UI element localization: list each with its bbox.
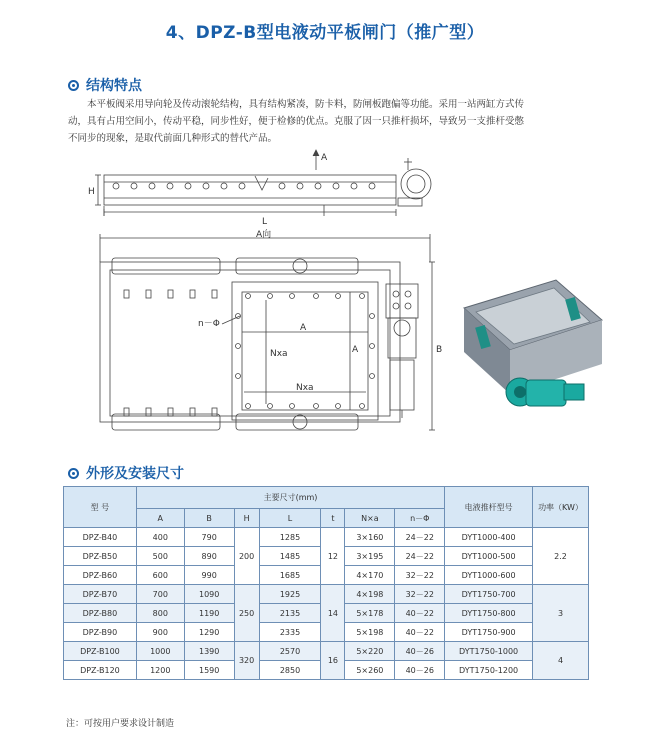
header-col-a: A [136, 509, 184, 528]
dim-label-h: H [88, 187, 95, 197]
cell-nxa: 3×160 [345, 528, 395, 547]
table-row [64, 642, 589, 661]
actuator-station [386, 284, 418, 318]
header-col-n-phi: n－Φ [395, 509, 445, 528]
spec-table [63, 486, 589, 680]
cell-power: 4 [533, 642, 589, 680]
header-power: 功率（KW） [533, 487, 589, 528]
cell-a: 600 [136, 566, 184, 585]
cell-a: 1200 [136, 661, 184, 680]
header-col-h: H [234, 509, 259, 528]
cell-nxa: 5×198 [345, 623, 395, 642]
cell-l: 2135 [259, 604, 321, 623]
section-heading-label: 外形及安装尺寸 [86, 466, 184, 482]
cell-b: 790 [184, 528, 234, 547]
cell-model: DPZ-B100 [64, 642, 137, 661]
cell-t: 12 [321, 528, 345, 585]
cell-b: 1090 [184, 585, 234, 604]
cell-b: 1290 [184, 623, 234, 642]
cell-l: 1485 [259, 547, 321, 566]
features-line: 本平板阀采用导向轮及传动滚轮结构，具有结构紧凑，防卡料，防闸板跑偏等功能。采用一站两缸方式传 [87, 99, 525, 110]
cell-b: 1190 [184, 604, 234, 623]
cell-actuator: DYT1000-600 [445, 566, 533, 585]
cell-l: 2850 [259, 661, 321, 680]
cell-b: 890 [184, 547, 234, 566]
header-actuator: 电液推杆型号 [445, 487, 533, 528]
cell-nxa: 3×195 [345, 547, 395, 566]
dim-label-nxa-bottom: Nxa [296, 383, 314, 393]
page-title: 4、DPZ-B型电液动平板闸门（推广型） [165, 23, 485, 43]
section-heading-label: 结构特点 [86, 78, 142, 94]
table-row [64, 585, 589, 604]
cell-n-phi: 40－26 [395, 661, 445, 680]
plan-view-frame [100, 262, 400, 422]
cell-n-phi: 32－22 [395, 566, 445, 585]
features-line: 不同步的现象，是取代前面几种形式的替代产品。 [68, 133, 278, 144]
header-col-b: B [184, 509, 234, 528]
cell-actuator: DYT1000-400 [445, 528, 533, 547]
view-label: A向 [256, 230, 272, 240]
cell-t: 16 [321, 642, 345, 680]
cell-actuator: DYT1750-1200 [445, 661, 533, 680]
dim-label-a-top: A [300, 323, 307, 333]
cell-model: DPZ-B60 [64, 566, 137, 585]
cell-l: 1285 [259, 528, 321, 547]
cell-l: 1925 [259, 585, 321, 604]
cell-n-phi: 40－26 [395, 642, 445, 661]
product-photo [456, 268, 606, 438]
cell-n-phi: 40－22 [395, 604, 445, 623]
cell-power: 2.2 [533, 528, 589, 585]
cell-a: 900 [136, 623, 184, 642]
drive-wheel [401, 169, 431, 199]
cell-a: 800 [136, 604, 184, 623]
footnote: 注：可按用户要求设计制造 [66, 719, 175, 729]
cell-model: DPZ-B80 [64, 604, 137, 623]
cell-a: 1000 [136, 642, 184, 661]
cell-model: DPZ-B50 [64, 547, 137, 566]
cell-b: 990 [184, 566, 234, 585]
cell-actuator: DYT1750-700 [445, 585, 533, 604]
header-col-nxa: N×a [345, 509, 395, 528]
dim-label-n-phi: n－Φ [198, 319, 220, 329]
cell-actuator: DYT1750-900 [445, 623, 533, 642]
cell-h: 320 [234, 642, 259, 680]
header-model: 型 号 [64, 487, 137, 528]
dim-label-nxa-side: Nxa [270, 349, 288, 359]
cell-nxa: 5×260 [345, 661, 395, 680]
cell-n-phi: 24－22 [395, 528, 445, 547]
header-main-dims: 主要尺寸(mm) [136, 487, 444, 509]
cell-a: 700 [136, 585, 184, 604]
header-col-l: L [259, 509, 321, 528]
cell-actuator: DYT1000-500 [445, 547, 533, 566]
cell-h: 200 [234, 528, 259, 585]
cell-b: 1390 [184, 642, 234, 661]
header-col-t: t [321, 509, 345, 528]
cell-n-phi: 32－22 [395, 585, 445, 604]
cell-model: DPZ-B90 [64, 623, 137, 642]
table-row [64, 528, 589, 547]
cell-l: 2335 [259, 623, 321, 642]
cell-nxa: 4×198 [345, 585, 395, 604]
cell-model: DPZ-B120 [64, 661, 137, 680]
cell-b: 1590 [184, 661, 234, 680]
cell-l: 1685 [259, 566, 321, 585]
side-view-body [104, 175, 396, 205]
cell-t: 14 [321, 585, 345, 642]
dim-label-arrow-a: A [321, 153, 328, 163]
dim-label-b: B [436, 345, 443, 355]
cell-l: 2570 [259, 642, 321, 661]
circle-bullet-icon [68, 468, 79, 479]
features-line: 动，具有占用空间小，传动平稳，同步性好，便于检修的优点。克服了因一只推杆损坏，导致另一支推杆受憋 [68, 116, 525, 127]
cell-a: 400 [136, 528, 184, 547]
section-heading-dimensions [68, 463, 184, 483]
dim-label-a-side: A [352, 345, 359, 355]
cell-a: 500 [136, 547, 184, 566]
cell-actuator: DYT1750-800 [445, 604, 533, 623]
cell-n-phi: 24－22 [395, 547, 445, 566]
cell-actuator: DYT1750-1000 [445, 642, 533, 661]
cell-model: DPZ-B40 [64, 528, 137, 547]
cell-nxa: 4×170 [345, 566, 395, 585]
cell-nxa: 5×220 [345, 642, 395, 661]
cell-nxa: 5×178 [345, 604, 395, 623]
cell-n-phi: 40－22 [395, 623, 445, 642]
cell-h: 250 [234, 585, 259, 642]
cell-power: 3 [533, 585, 589, 642]
dim-label-l: L [262, 217, 268, 227]
cell-model: DPZ-B70 [64, 585, 137, 604]
